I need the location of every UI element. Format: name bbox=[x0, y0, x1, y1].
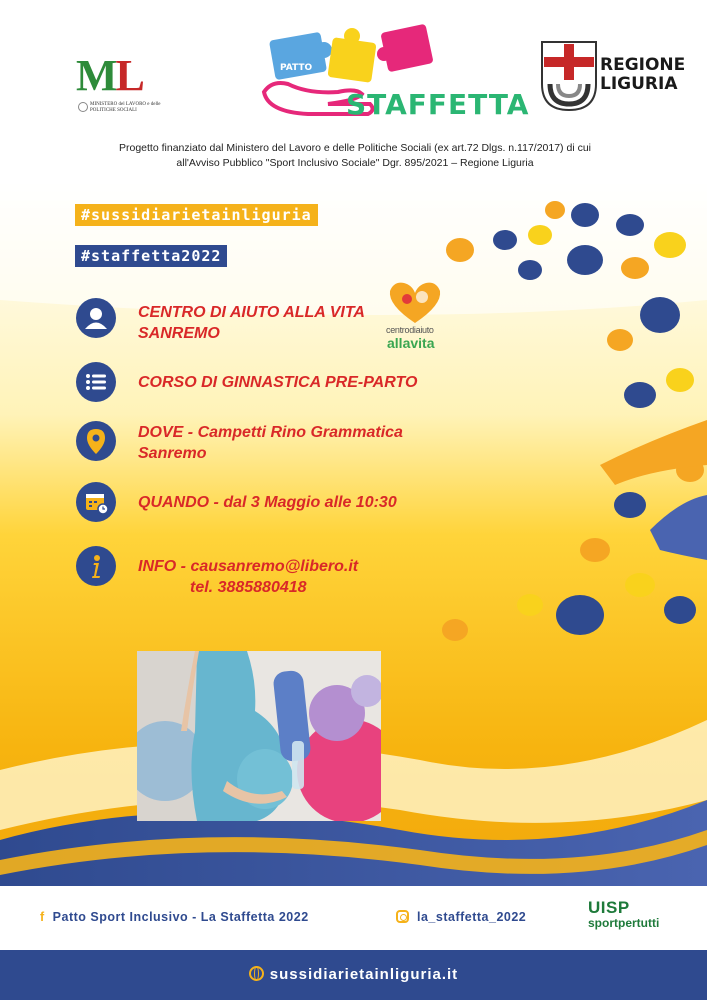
website-link[interactable] bbox=[0, 966, 707, 983]
hashtag-sussidiarieta: #sussidiarietainliguria bbox=[75, 204, 318, 226]
contact-text bbox=[138, 556, 358, 598]
hashtag-staffetta: #staffetta2022 bbox=[75, 245, 227, 267]
liguria-shield-icon bbox=[540, 40, 598, 112]
ministry-logo bbox=[76, 50, 166, 120]
instagram-icon bbox=[396, 910, 409, 923]
instagram-handle: la_staffetta_2022 bbox=[417, 910, 527, 924]
organizer-text bbox=[138, 302, 365, 344]
uisp-logo bbox=[588, 898, 672, 940]
funding-line1: Progetto finanziato dal Ministero del Lavoro e delle Politiche Sociali (ex art.72 Dlgs. n.117/2017) di cui bbox=[119, 142, 591, 154]
list-icon bbox=[76, 362, 116, 402]
where-line2: Sanremo bbox=[138, 445, 207, 462]
republic-seal-icon bbox=[78, 102, 88, 112]
where-text bbox=[138, 422, 403, 464]
funding-statement bbox=[60, 141, 650, 171]
staffetta-logo-text: STAFFETTA bbox=[346, 88, 530, 121]
staffetta-logo bbox=[258, 20, 530, 121]
where-line1: DOVE - Campetti Rino Grammatica bbox=[138, 424, 403, 441]
when-text: QUANDO - dal 3 Maggio alle 10:30 bbox=[138, 494, 397, 511]
calendar-icon bbox=[76, 482, 116, 522]
instagram-link[interactable] bbox=[396, 910, 526, 924]
location-pin-icon bbox=[76, 421, 116, 461]
contact-line2: tel. 3885880418 bbox=[190, 579, 307, 596]
globe-icon bbox=[249, 966, 264, 981]
course-text: CORSO DI GINNASTICA PRE-PARTO bbox=[138, 374, 418, 391]
centro-aiuto-vita-logo bbox=[384, 279, 446, 361]
person-icon bbox=[76, 298, 116, 338]
facebook-page-name: Patto Sport Inclusivo - La Staffetta 2022 bbox=[52, 910, 309, 924]
uisp-logo-top: UISP bbox=[588, 898, 630, 917]
organizer-line2: SANREMO bbox=[138, 325, 220, 342]
liguria-line2: LIGURIA bbox=[600, 74, 678, 94]
pregnant-woman-photo bbox=[137, 651, 381, 821]
contact-line1: INFO - causanremo@libero.it bbox=[138, 558, 359, 575]
info-icon bbox=[76, 546, 116, 586]
facebook-icon: f bbox=[40, 910, 45, 924]
cav-logo-line1: centrodiaiuto bbox=[386, 325, 434, 335]
uisp-logo-bottom: sportpertutti bbox=[588, 916, 660, 930]
funding-line2: all'Avviso Pubblico "Sport Inclusivo Sociale" Dgr. 895/2021 – Regione Liguria bbox=[176, 157, 534, 169]
website-url: sussidiarietainliguria.it bbox=[269, 966, 459, 983]
regione-liguria-logo bbox=[540, 40, 686, 112]
liguria-line1: REGIONE bbox=[600, 55, 686, 75]
organizer-line1: CENTRO DI AIUTO ALLA VITA bbox=[138, 304, 365, 321]
ministry-logo-subtitle: MINISTERO del LAVORO e delle POLITICHE SOCIALI bbox=[90, 102, 161, 113]
facebook-link[interactable] bbox=[40, 910, 309, 924]
ministry-logo-l: L bbox=[115, 51, 143, 100]
ministry-logo-m: M bbox=[76, 51, 116, 100]
heart-icon bbox=[384, 279, 446, 325]
cav-logo-line2: allavita bbox=[387, 335, 435, 351]
staffetta-small-text: PATTO bbox=[280, 63, 313, 73]
